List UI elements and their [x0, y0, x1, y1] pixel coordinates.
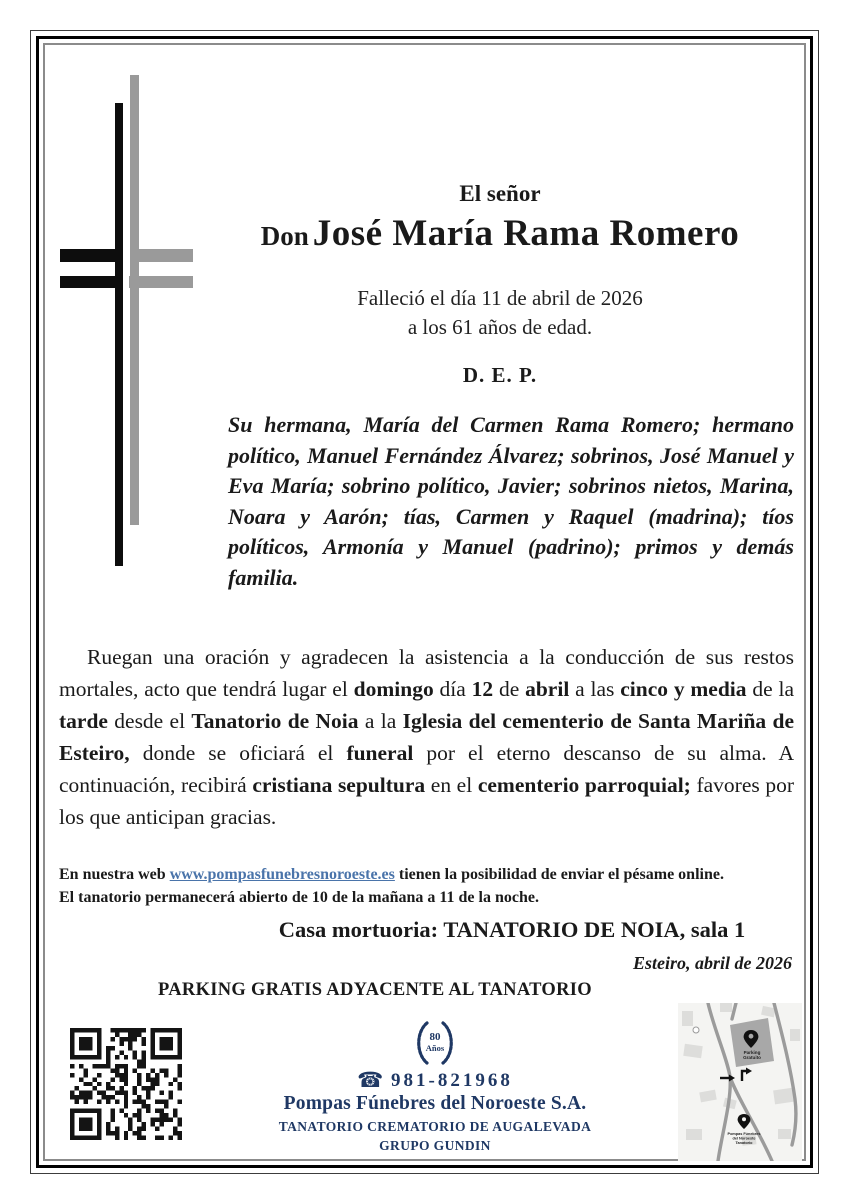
- cross-bar-horizontal-gray-bottom: [129, 276, 193, 288]
- website-link[interactable]: www.pompasfunebresnoroeste.es: [169, 866, 395, 883]
- announcement-segment: por el eterno descanso de su alma. A continuación, recibirá: [59, 741, 794, 797]
- announcement-segment-bold: cristiana sepultura: [252, 773, 426, 797]
- phone-number: 981-821968: [391, 1070, 513, 1091]
- announcement-segment: a la: [358, 709, 403, 733]
- salutation: El señor: [459, 181, 541, 206]
- cross-bar-vertical-gray: [130, 75, 139, 525]
- location-map: [678, 1003, 802, 1161]
- map-pin1-label-line2: Gratuito: [743, 1055, 761, 1060]
- company-name: Pompas Fúnebres del Noroeste S.A.: [283, 1093, 587, 1114]
- online-condolence-note: [59, 866, 795, 884]
- qr-code: [70, 1028, 182, 1140]
- announcement-segment-bold: Tanatorio de Noia: [191, 709, 359, 733]
- death-date-line: Falleció el día 11 de abril de 2026: [357, 286, 643, 310]
- mortuary-line: Casa mortuoria: TANATORIO DE NOIA, sala 1: [278, 917, 746, 942]
- announcement-segment: favores por los que anticipan gracias.: [59, 773, 795, 829]
- web-note-prefix: En nuestra web: [59, 866, 170, 883]
- opening-hours-note: El tanatorio permanecerá abierto de 10 de la mañana a 11 de la noche.: [59, 889, 539, 906]
- age-line: a los 61 años de edad.: [407, 315, 593, 339]
- announcement-segment: Ruegan una oración y agradecen la asistencia a la conducción de sus restos mortales, acto que tendrá lugar el: [59, 645, 794, 701]
- announcement-segment-bold: 12: [471, 677, 494, 701]
- crematorium-line: TANATORIO CREMATORIO DE AUGALEVADA: [278, 1119, 592, 1134]
- map-pin2-label-line3: Tanatorio: [735, 1141, 753, 1145]
- announcement-segment-bold: tarde: [59, 709, 108, 733]
- cross-bar-horizontal-black-top: [60, 249, 123, 262]
- web-note-suffix: tienen la posibilidad de enviar el pésame online.: [394, 866, 724, 883]
- announcement-segment-bold: cementerio parroquial;: [477, 773, 691, 797]
- place-dateline: Esteiro, abril de 2026: [632, 953, 792, 973]
- map-pin1-label-line1: Parking: [743, 1050, 761, 1055]
- deceased-name: José María Rama Romero: [312, 213, 740, 254]
- badge-years: 80: [429, 1031, 441, 1043]
- announcement-segment: a las: [569, 677, 621, 701]
- announcement-segment: en el: [425, 773, 478, 797]
- map-roundabout-icon: [693, 1027, 699, 1033]
- family-paragraph: Su hermana, María del Carmen Rama Romero; hermano político, Manuel Fernández Álvarez; sobrinos, José Manuel y Eva María; sobrino político, Javier; sobrinos nietos, Marina, Noara y Aarón; tías, Carmen y Raquel (madrina); tíos políticos, Armonía y Manuel (padrino); primos y demás familia.: [228, 412, 794, 590]
- cross-bar-vertical-black: [115, 103, 123, 566]
- announcement-segment: día: [433, 677, 472, 701]
- phone-icon: ☎: [357, 1068, 384, 1092]
- phone-line: [225, 1069, 645, 1092]
- map-pin2-label-line1: Pompas Fúnebres: [727, 1132, 761, 1136]
- announcement-segment-bold: funeral: [346, 741, 414, 765]
- cross-bar-horizontal-black-bottom: [60, 276, 122, 288]
- map-pin2-label-line2: del Noroeste: [732, 1136, 756, 1141]
- funeral-home-block: [225, 1018, 645, 1154]
- cross-bar-horizontal-gray-top: [130, 249, 193, 262]
- announcement-segment-bold: Iglesia del cementerio de Santa Mariña de Esteiro,: [59, 709, 795, 765]
- announcement-segment-bold: domingo: [353, 677, 434, 701]
- badge-label: Años: [425, 1043, 445, 1053]
- honorific: Don: [260, 221, 309, 251]
- announcement-segment: donde se oficiará el: [129, 741, 347, 765]
- rip-abbreviation: D. E. P.: [462, 363, 538, 387]
- deceased-name-line: [185, 212, 815, 255]
- announcement-paragraph: [59, 641, 794, 833]
- announcement-segment: desde el: [107, 709, 192, 733]
- parking-notice: PARKING GRATIS ADYACENTE AL TANATORIO: [158, 980, 592, 1000]
- announcement-segment-bold: abril: [525, 677, 570, 701]
- group-name: GRUPO GUNDIN: [379, 1138, 491, 1153]
- announcement-segment-bold: cinco y media: [620, 677, 747, 701]
- anniversary-80-years-badge-icon: [412, 1018, 458, 1068]
- announcement-segment: de la: [746, 677, 794, 701]
- announcement-segment: de: [493, 677, 526, 701]
